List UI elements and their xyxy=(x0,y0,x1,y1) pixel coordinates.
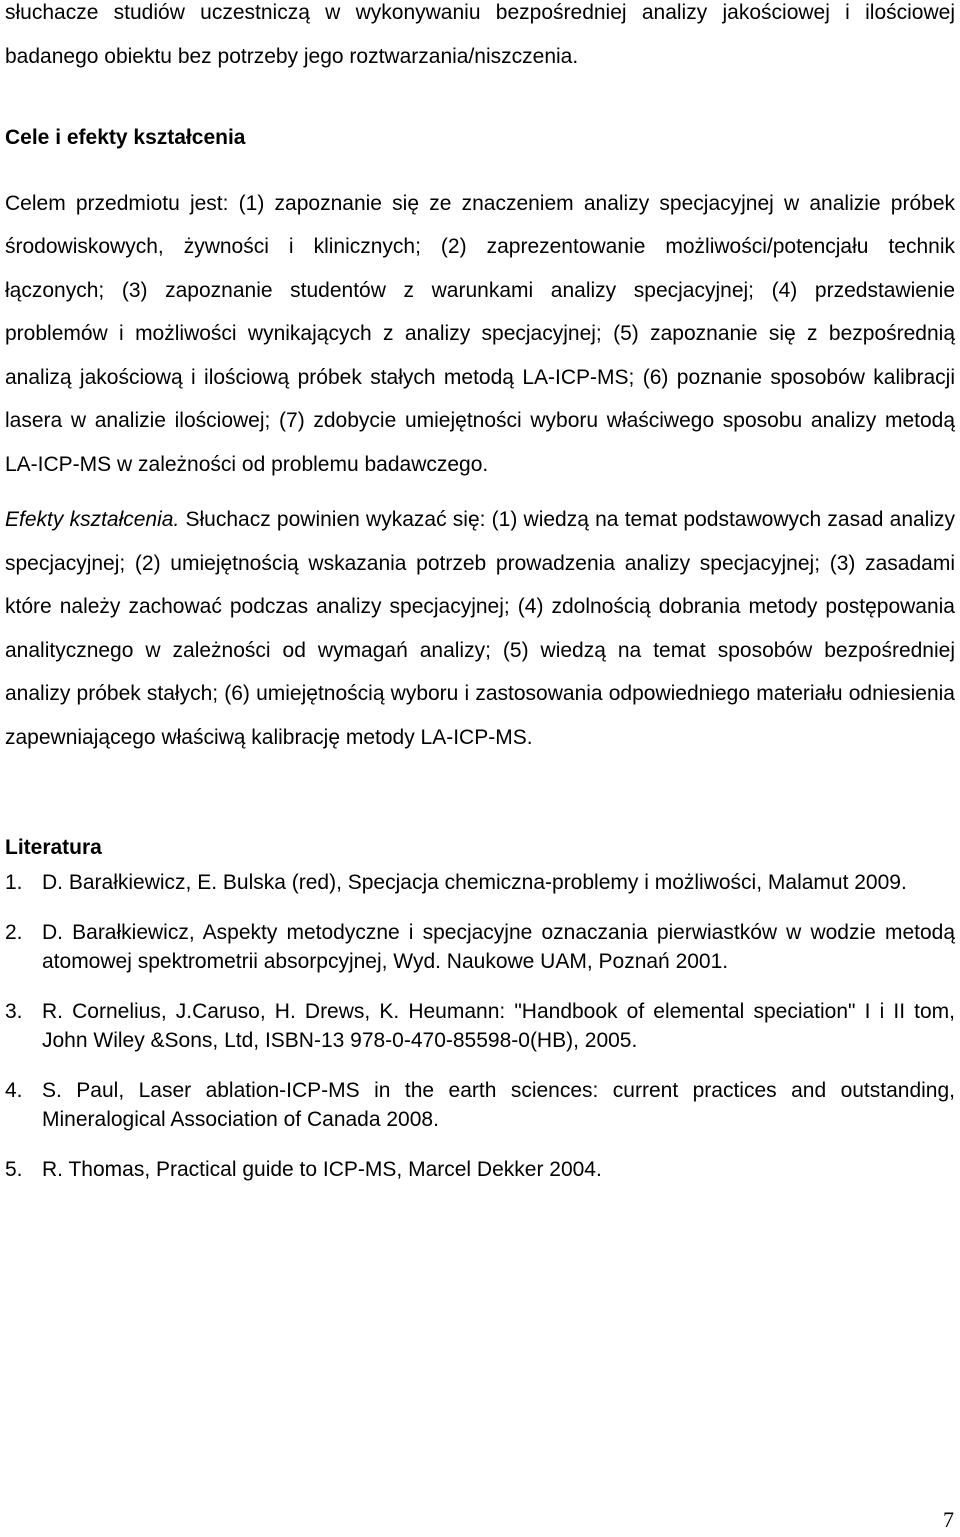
goals-heading: Cele i efekty kształcenia xyxy=(5,126,246,149)
literature-item-number: 4. xyxy=(5,1078,23,1102)
effects-text: Słuchacz powinien wykazać się: (1) wiedzą na temat podstawowych zasad analizy specjacyjnej; (2) umiejętnością wskazania potrzeb prowadzenia analizy specjacyjnej; (3) zasadami które należy zachować podczas analizy specjacyjnej; (4) zdolnością dobrania metody postępowania analitycznego w zależności od wymagań analizy; (5) wiedzą na temat sposobów bezpośredniej analizy próbek stałych; (6) umiejętnością wyboru i zastosowania odpowiedniego materiału odniesienia zapewniającego właściwą kalibrację metody LA-ICP-MS. xyxy=(5,508,956,749)
document-page xyxy=(5,0,955,1205)
literature-item xyxy=(5,1155,955,1184)
literature-item-number: 5. xyxy=(5,1157,23,1181)
literature-item xyxy=(5,918,955,976)
goals-paragraph: Celem przedmiotu jest: (1) zapoznanie się ze znaczeniem analizy specjacyjnej w analizie próbek środowiskowych, żywności i klinicznych; (2) zaprezentowanie możliwości/potencjału technik łączonych; (3) zapoznanie studentów z warunkami analizy specjacyjnej; (4) przedstawienie problemów i możliwości wynikających z analizy specjacyjnej; (5) zapoznanie się z bezpośrednią analizą jakościową i ilościową próbek stałych metodą LA-ICP-MS; (6) poznanie sposobów kalibracji lasera w analizie ilościowej; (7) zdobycie umiejętności wyboru właściwego sposobu analizy metodą LA-ICP-MS w zależności od problemu badawczego. xyxy=(5,191,955,476)
literature-item-number: 3. xyxy=(5,999,23,1023)
literature-item xyxy=(5,868,955,897)
literature-item-text: D. Barałkiewicz, E. Bulska (red), Specjacja chemiczna-problemy i możliwości, Malamut 2009. xyxy=(42,870,907,894)
literature-list xyxy=(5,868,955,1184)
literature-item xyxy=(5,997,955,1055)
intro-paragraph: słuchacze studiów uczestniczą w wykonywaniu bezpośredniej analizy jakościowej i ilościowej badanego obiektu bez potrzeby jego roztwarzania/niszczenia. xyxy=(5,1,955,68)
page-number: 7 xyxy=(943,1507,954,1532)
literature-item-text: D. Barałkiewicz, Aspekty metodyczne i specjacyjne oznaczania pierwiastków w wodzie metodą atomowej spektrometrii absorpcyjnej, Wyd. Naukowe UAM, Poznań 2001. xyxy=(42,920,955,973)
effects-paragraph xyxy=(5,498,955,759)
effects-label: Efekty kształcenia. xyxy=(5,508,180,531)
literature-item-text: R. Cornelius, J.Caruso, H. Drews, K. Heumann: "Handbook of elemental speciation" I i II tom, John Wiley &Sons, Ltd, ISBN-13 978-0-470-85598-0(HB), 2005. xyxy=(42,999,955,1052)
literature-item-number: 2. xyxy=(5,920,23,944)
literature-item xyxy=(5,1076,955,1134)
literature-item-number: 1. xyxy=(5,870,23,894)
literature-heading: Literatura xyxy=(5,836,102,859)
literature-item-text: R. Thomas, Practical guide to ICP-MS, Marcel Dekker 2004. xyxy=(42,1157,602,1181)
literature-item-text: S. Paul, Laser ablation-ICP-MS in the earth sciences: current practices and outstanding, Mineralogical Association of Canada 2008. xyxy=(42,1078,955,1131)
